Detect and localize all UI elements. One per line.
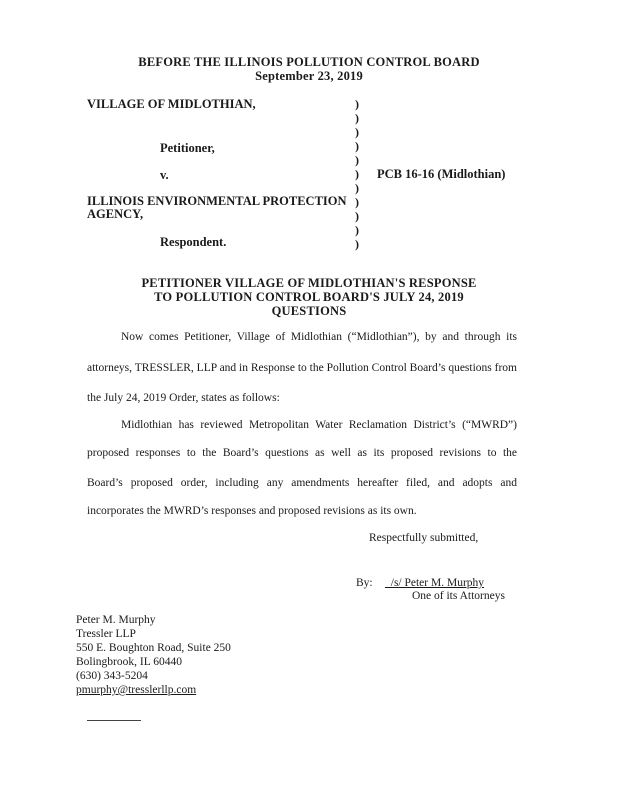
phone-number: (630) 343-5204 xyxy=(76,670,148,682)
document-title-line1: PETITIONER VILLAGE OF MIDLOTHIAN'S RESPONSE xyxy=(141,276,477,290)
heading-date: September 23, 2019 xyxy=(255,69,363,83)
paragraph-2-line-4: incorporates the MWRD’s responses and proposed revisions as its own. xyxy=(87,505,417,517)
caption-paren: ) xyxy=(355,153,359,167)
caption-paren: ) xyxy=(355,167,359,181)
board-heading: BEFORE THE ILLINOIS POLLUTION CONTROL BOARD xyxy=(138,55,480,69)
firm-name: Tressler LLP xyxy=(76,628,136,640)
caption-paren: ) xyxy=(355,195,359,209)
document-title-line2: TO POLLUTION CONTROL BOARD'S JULY 24, 2019 xyxy=(154,290,464,304)
respondent-role: Respondent. xyxy=(160,235,227,249)
street-address: 550 E. Boughton Road, Suite 250 xyxy=(76,642,231,654)
paragraph-1-line-1: Now comes Petitioner, Village of Midlothian (“Midlothian”), by and through its xyxy=(121,331,517,343)
caption-paren: ) xyxy=(355,139,359,153)
document-title-line3: QUESTIONS xyxy=(271,304,347,318)
signature-line: _/s/ Peter M. Murphy xyxy=(385,577,485,589)
petitioner-role: Petitioner, xyxy=(160,141,215,155)
case-number: PCB 16-16 (Midlothian) xyxy=(377,167,506,181)
by-label: By: xyxy=(356,577,373,589)
email-link[interactable]: pmurphy@tresslerllp.com xyxy=(76,684,197,696)
petitioner-name: VILLAGE OF MIDLOTHIAN, xyxy=(87,97,256,111)
caption-paren: ) xyxy=(355,209,359,223)
versus: v. xyxy=(160,168,169,182)
paragraph-2-line-1: Midlothian has reviewed Metropolitan Water Reclamation District’s (“MWRD”) xyxy=(121,419,517,431)
closing: Respectfully submitted, xyxy=(369,532,479,544)
paragraph-1-line-3: the July 24, 2019 Order, states as follows: xyxy=(87,392,280,404)
caption-paren: ) xyxy=(355,97,359,111)
caption-paren: ) xyxy=(355,181,359,195)
caption-paren: ) xyxy=(355,223,359,237)
caption-paren: ) xyxy=(355,111,359,125)
respondent-name-line2: AGENCY, xyxy=(87,207,144,221)
paragraph-2-line-3: Board’s proposed order, including any amendments hereafter filed, and adopts and xyxy=(87,477,517,489)
caption-paren: ) xyxy=(355,125,359,139)
paragraph-1-line-2: attorneys, TRESSLER, LLP and in Response to the Pollution Control Board’s questions from xyxy=(87,362,517,374)
signer-role: One of its Attorneys xyxy=(412,590,505,602)
attorney-name: Peter M. Murphy xyxy=(76,614,156,626)
footnote-divider xyxy=(87,720,141,721)
caption-paren: ) xyxy=(355,237,359,251)
city-state-zip: Bolingbrook, IL 60440 xyxy=(76,656,182,668)
respondent-name-line1: ILLINOIS ENVIRONMENTAL PROTECTION xyxy=(87,194,347,208)
paragraph-2-line-2: proposed responses to the Board’s questions as well as its proposed revisions to the xyxy=(87,447,517,459)
